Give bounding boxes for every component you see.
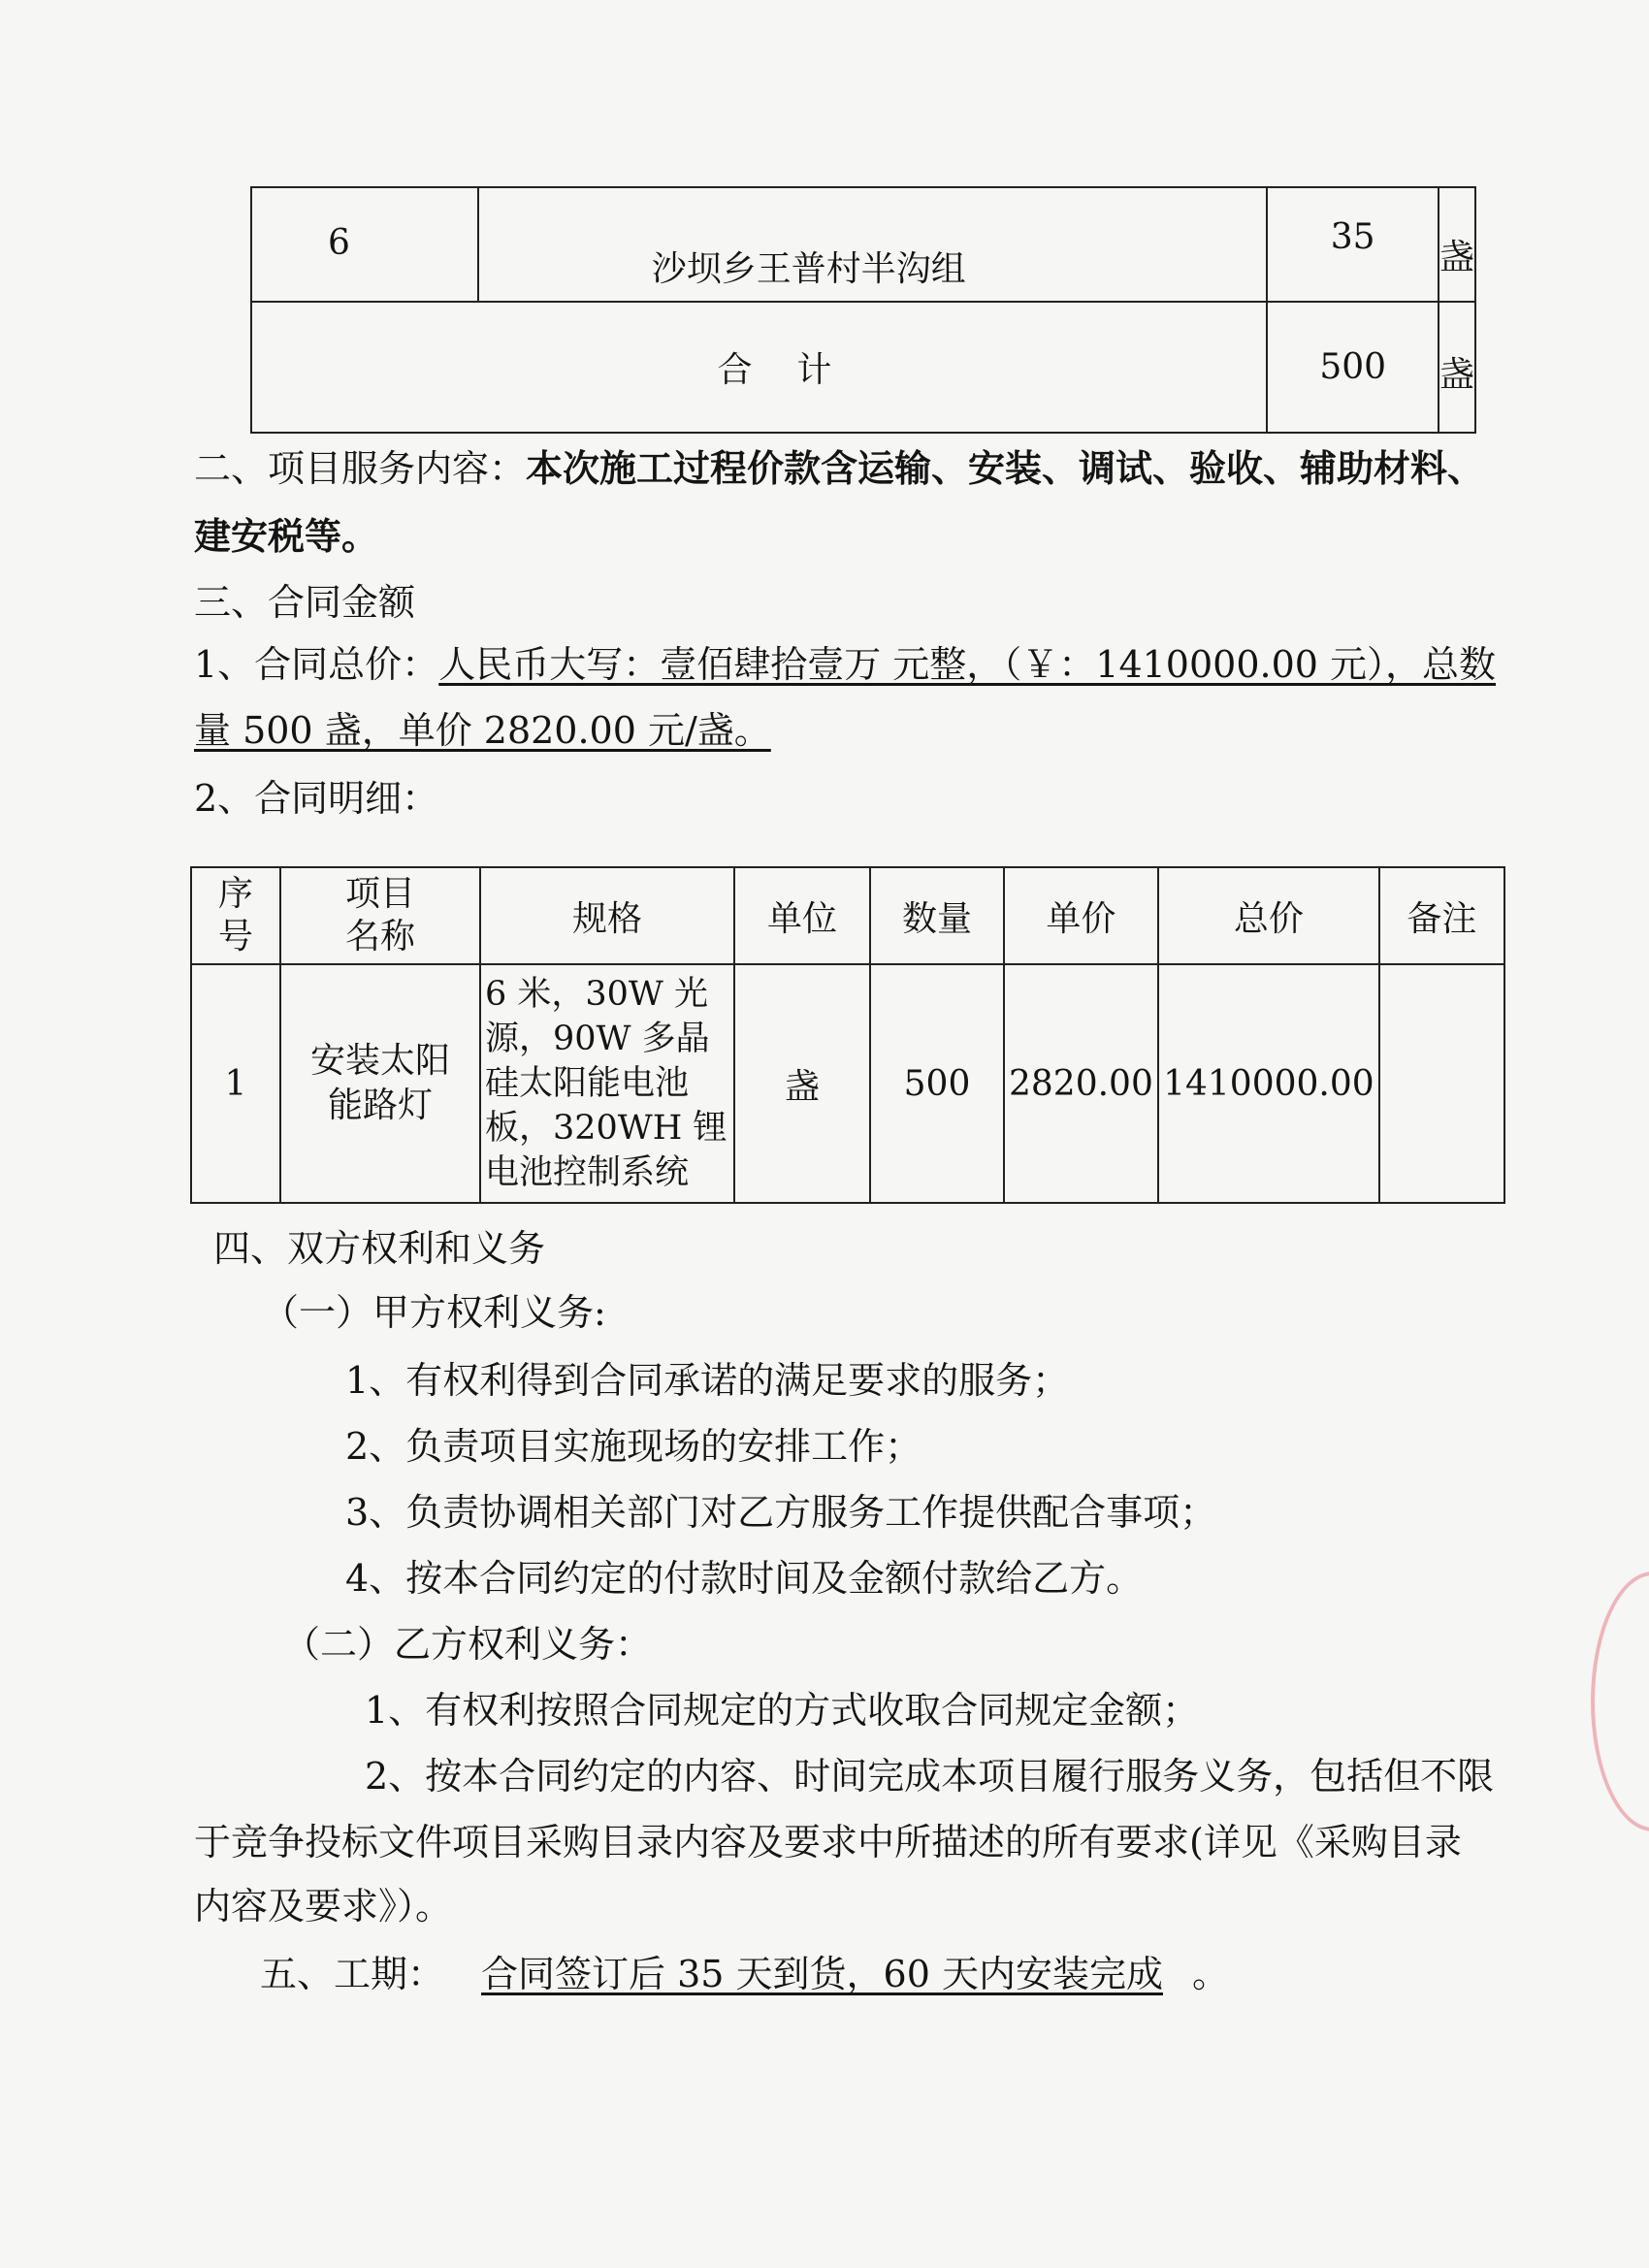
party-b-item: 2、按本合同约定的内容、时间完成本项目履行服务义务，包括但不限: [365, 1755, 1495, 1798]
service-content-label: 二、项目服务内容：: [194, 447, 527, 490]
total-label-cell: 合 计: [251, 302, 1267, 433]
item-name-cell: 安装太阳 能路灯: [280, 964, 480, 1203]
item-total-price-cell: 1410000.00: [1158, 964, 1379, 1203]
header-cell: 单位: [734, 867, 870, 964]
red-seal-stamp: [1591, 1571, 1649, 1831]
total-price-line-1: [194, 640, 1496, 689]
party-a-item: 2、负责项目实施现场的安排工作；: [345, 1425, 922, 1468]
total-quantity-cell: 500: [1267, 302, 1439, 433]
header-cell: 总价: [1158, 867, 1379, 964]
party-b-item-continued: 内容及要求》）。: [194, 1885, 453, 1928]
party-a-item: 4、按本合同约定的付款时间及金额付款给乙方。: [345, 1557, 1144, 1600]
item-number-cell: 1: [191, 964, 280, 1203]
location-name-cell: 沙坝乡王普村半沟组: [478, 187, 1268, 302]
item-spec-cell: 6 米，30W 光 源，90W 多晶 硅太阳能电池 板，320WH 锂 电池控制系统: [480, 964, 734, 1203]
row-number-cell: 6: [251, 187, 478, 302]
contract-amount-heading: 三、合同金额: [194, 581, 416, 624]
party-a-item: 1、有权利得到合同承诺的满足要求的服务；: [345, 1359, 1070, 1402]
header-cell: 规格: [480, 867, 734, 964]
unit-cell: 盏: [1439, 187, 1475, 302]
rights-obligations-heading: 四、双方权利和义务: [213, 1227, 546, 1270]
construction-period-line: [260, 1950, 1229, 1998]
total-price-line-2: 量 500 盏，单价 2820.00 元/盏。: [194, 709, 771, 752]
item-note-cell: [1379, 964, 1504, 1203]
contract-details-table: [190, 866, 1505, 1204]
service-content-line-1: [194, 444, 1484, 493]
party-a-heading: （一）甲方权利义务:: [262, 1291, 606, 1334]
party-b-item: 1、有权利按照合同规定的方式收取合同规定金额；: [365, 1689, 1200, 1732]
header-cell: 数量: [870, 867, 1004, 964]
header-cell: 备注: [1379, 867, 1504, 964]
total-unit-cell: 盏: [1439, 302, 1475, 433]
construction-period-label: 五、工期：: [260, 1953, 445, 1995]
service-content-text: 本次施工过程价款含运输、安装、调试、验收、辅助材料、: [526, 446, 1485, 490]
total-price-text: 人民币大写：壹佰肆拾壹万 元整，（￥：1410000.00 元），总数: [438, 643, 1497, 686]
table-total-row: [251, 302, 1475, 433]
contract-details-heading: 2、合同明细：: [194, 777, 439, 820]
table-row: [251, 187, 1475, 302]
party-b-heading: （二）乙方权利义务：: [283, 1623, 653, 1666]
item-quantity-cell: 500: [870, 964, 1004, 1203]
quantity-cell: 35: [1267, 187, 1439, 302]
total-price-label: 1、合同总价：: [194, 643, 439, 686]
item-unit-price-cell: 2820.00: [1004, 964, 1158, 1203]
service-content-line-2: 建安税等。: [194, 514, 379, 558]
header-cell: 单价: [1004, 867, 1158, 964]
table-header-row: [191, 867, 1504, 964]
item-unit-cell: 盏: [734, 964, 870, 1203]
construction-period-end: 。: [1191, 1953, 1229, 1995]
location-table-continuation: [250, 186, 1476, 434]
table-row: [191, 964, 1504, 1203]
header-cell: 项目 名称: [280, 867, 480, 964]
party-a-item: 3、负责协调相关部门对乙方服务工作提供配合事项；: [345, 1491, 1217, 1534]
header-cell: 序 号: [191, 867, 280, 964]
party-b-item-continued: 于竞争投标文件项目采购目录内容及要求中所描述的所有要求(详见《采购目录: [194, 1821, 1462, 1863]
construction-period-value: 合同签订后 35 天到货，60 天内安装完成: [481, 1953, 1163, 1995]
